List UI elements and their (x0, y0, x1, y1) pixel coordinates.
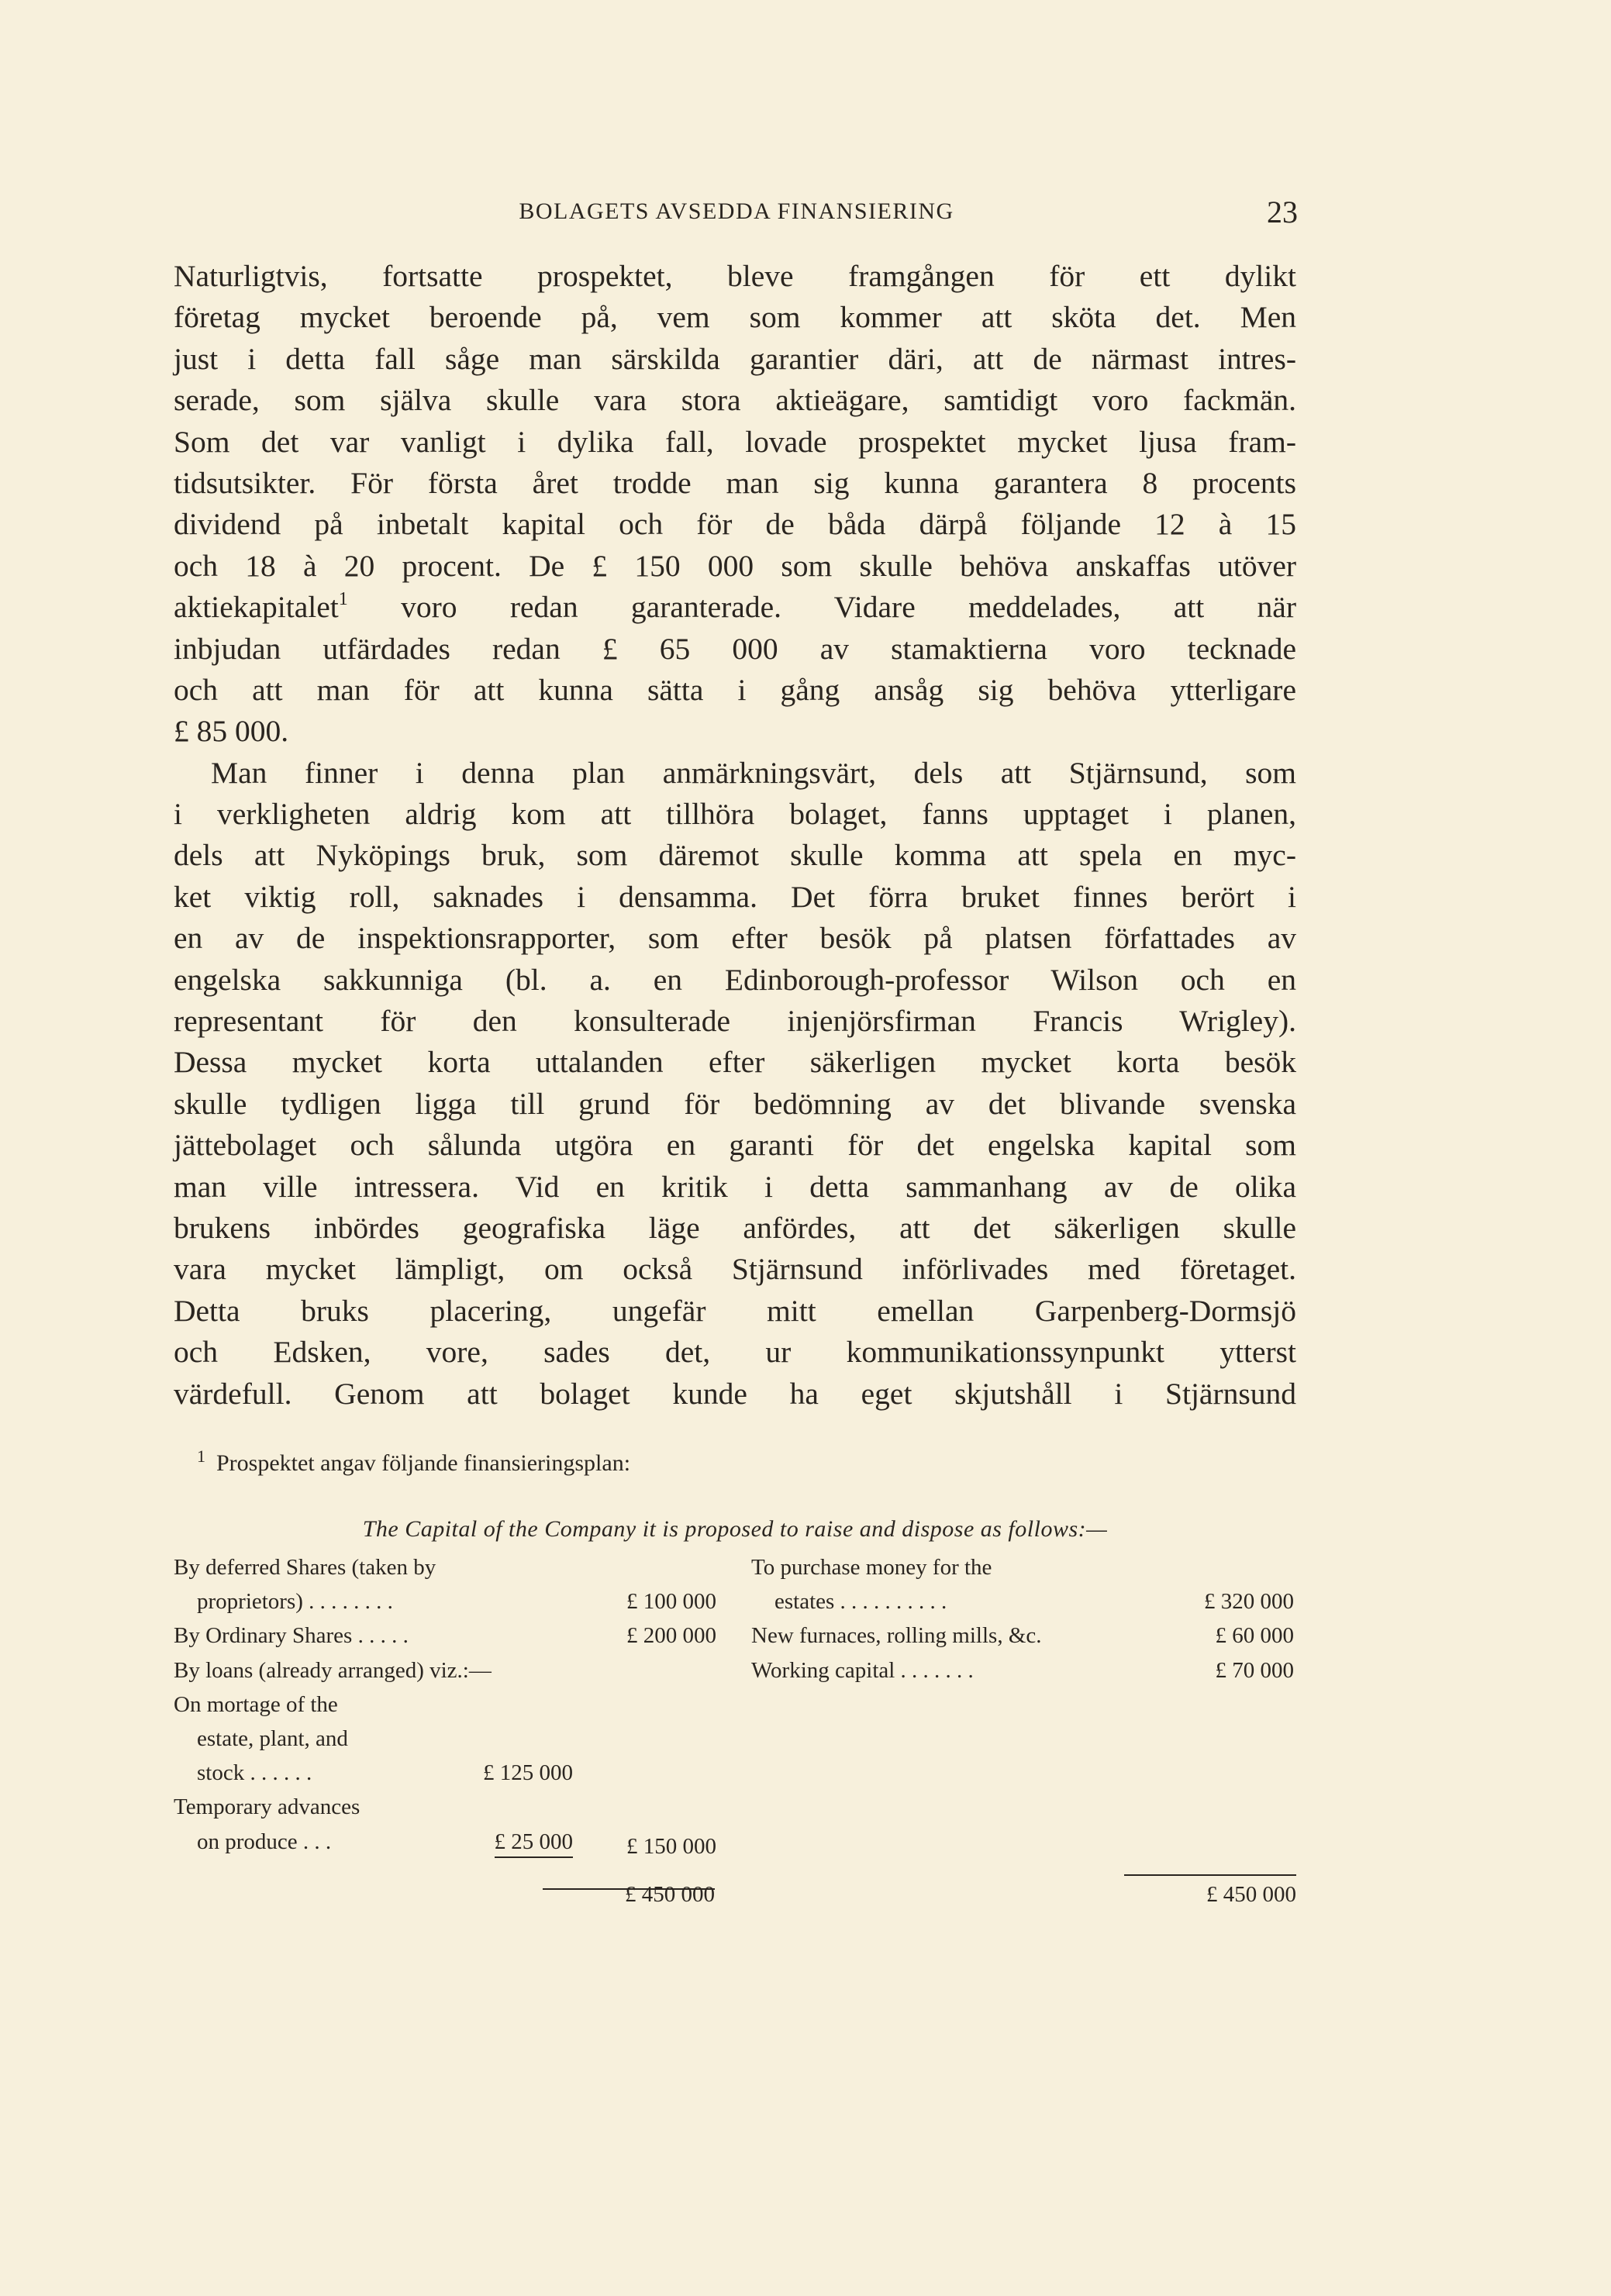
running-head: BOLAGETS AVSEDDA FINANSIERING (519, 198, 954, 224)
text-line: brukens inbördes geografiska läge anfördes, att det säkerligen skulle (174, 1210, 1296, 1245)
account-row (751, 1658, 1294, 1692)
body-text (174, 256, 1296, 1415)
text-line: värdefull. Genom att bolaget kunde ha eget skjutshåll i Stjärnsund (174, 1376, 1296, 1411)
text-line: skulle tydligen ligga till grund för bedömning av det blivande svenska (174, 1086, 1296, 1121)
account-row (174, 1658, 716, 1692)
text-line: dividend på inbetalt kapital och för de båda därpå följande 12 à 15 (174, 507, 1296, 542)
account-label: New furnaces, rolling mills, &c. (751, 1623, 1042, 1649)
text-line: Man finner i denna plan anmärkningsvärt, dels att Stjärnsund, som (211, 755, 1296, 790)
text-line: och 18 à 20 procent. De £ 150 000 som skulle behöva anskaffas utöver (174, 548, 1296, 583)
text-line: och Edsken, vore, sades det, ur kommunikationssynpunkt ytterst (174, 1335, 1296, 1370)
account-row (174, 1760, 716, 1794)
account-label: By loans (already arranged) viz.:— (174, 1657, 492, 1683)
account-amount: £ 200 000 (626, 1623, 716, 1649)
account-label: Working capital . . . . . . . (751, 1657, 974, 1683)
account-label: To purchase money for the (751, 1555, 992, 1580)
account-row (174, 1589, 716, 1623)
text-line: jättebolaget och sålunda utgöra en garanti för det engelska kapital som (174, 1128, 1296, 1163)
account-label: stock . . . . . . (197, 1760, 312, 1786)
uses-column (751, 1555, 1294, 1692)
footnote-reference: 1 (338, 588, 348, 609)
account-row (751, 1623, 1294, 1657)
text-line: serade, som själva skulle vara stora aktieägare, samtidigt voro fackmän. (174, 383, 1296, 418)
account-row (174, 1794, 716, 1829)
text-line: Dessa mycket korta uttalanden efter säkerligen mycket korta besök (174, 1045, 1296, 1080)
account-amount: £ 60 000 (1215, 1623, 1294, 1649)
account-amount: £ 100 000 (626, 1589, 716, 1615)
table-caption: The Capital of the Company it is proposed to raise and dispose as follows:— (362, 1516, 1108, 1542)
text-line: £ 85 000. (174, 714, 289, 749)
account-label: By deferred Shares (taken by (174, 1555, 436, 1580)
account-row (751, 1589, 1294, 1623)
account-row (174, 1726, 716, 1760)
account-subamount: £ 125 000 (483, 1760, 573, 1786)
text-line: dels att Nyköpings bruk, som däremot skulle komma att spela en myc- (174, 838, 1296, 873)
text-line: inbjudan utfärdades redan £ 65 000 av stamaktierna voro tecknade (174, 631, 1296, 666)
text-line: engelska sakkunniga (bl. a. en Edinborough-professor Wilson och en (174, 962, 1296, 997)
sources-column (174, 1555, 716, 1863)
uses-total: £ 450 000 (1206, 1882, 1296, 1907)
account-label: estate, plant, and (197, 1725, 348, 1751)
account-row (751, 1555, 1294, 1589)
text-line: en av de inspektionsrapporter, som efter besök på platsen författades av (174, 921, 1296, 956)
text-line: vara mycket lämpligt, om också Stjärnsund införlivades med företaget. (174, 1252, 1296, 1287)
text-line: man ville intressera. Vid en kritik i detta sammanhang av de olika (174, 1169, 1296, 1204)
text-fragment: aktiekapitalet (174, 590, 339, 625)
text-line: Detta bruks placering, ungefär mitt emellan Garpenberg-Dormsjö (174, 1293, 1296, 1328)
account-amount: £ 150 000 (626, 1833, 716, 1859)
text-line: företag mycket beroende på, vem som kommer att sköta det. Men (174, 300, 1296, 335)
text-line: ket viktig roll, saknades i densamma. Det förra bruket finnes berört i (174, 879, 1296, 914)
account-label: Temporary advances (174, 1794, 360, 1820)
page-header (175, 194, 1298, 233)
text-line-with-footnote (174, 587, 1296, 628)
footnote-intro (174, 1446, 1296, 1477)
account-label: By Ordinary Shares . . . . . (174, 1623, 409, 1649)
footnote-intro-text: Prospektet angav följande finansieringsplan: (216, 1450, 631, 1476)
account-row (174, 1555, 716, 1589)
text-line: tidsutsikter. För första året trodde man sig kunna garantera 8 procents (174, 465, 1296, 500)
account-label: on produce . . . (197, 1829, 332, 1854)
account-subamount: £ 25 000 (495, 1829, 574, 1858)
footnote-mark: 1 (197, 1446, 205, 1466)
page-number: 23 (1267, 195, 1298, 229)
text-line: representant för den konsulterade injenjörsfirman Francis Wrigley). (174, 1004, 1296, 1039)
account-row (174, 1829, 716, 1863)
text-line: just i detta fall såge man särskilda garantier däri, att de närmast intres- (174, 341, 1296, 376)
account-label: proprietors) . . . . . . . . (197, 1589, 393, 1615)
account-label: estates . . . . . . . . . . (774, 1589, 947, 1615)
text-line: i verkligheten aldrig kom att tillhöra bolaget, fanns upptaget i planen, (174, 797, 1296, 832)
footnote (174, 1446, 1296, 1859)
account-row (174, 1692, 716, 1726)
text-line: Naturligtvis, fortsatte prospektet, bleve framgången för ett dylikt (174, 259, 1296, 293)
sum-rule (1124, 1874, 1296, 1876)
text-fragment: voro redan garanterade. Vidare meddelades, att när (347, 590, 1296, 625)
account-amount: £ 70 000 (1215, 1657, 1294, 1683)
text-line: och att man för att kunna sätta i gång ansåg sig behöva ytterligare (174, 672, 1296, 707)
account-amount: £ 320 000 (1204, 1589, 1294, 1615)
account-row (174, 1623, 716, 1657)
sources-total: £ 450 000 (625, 1882, 715, 1907)
text-line: Som det var vanligt i dylika fall, lovade prospektet mycket ljusa fram- (174, 424, 1296, 459)
account-label: On mortage of the (174, 1691, 338, 1717)
